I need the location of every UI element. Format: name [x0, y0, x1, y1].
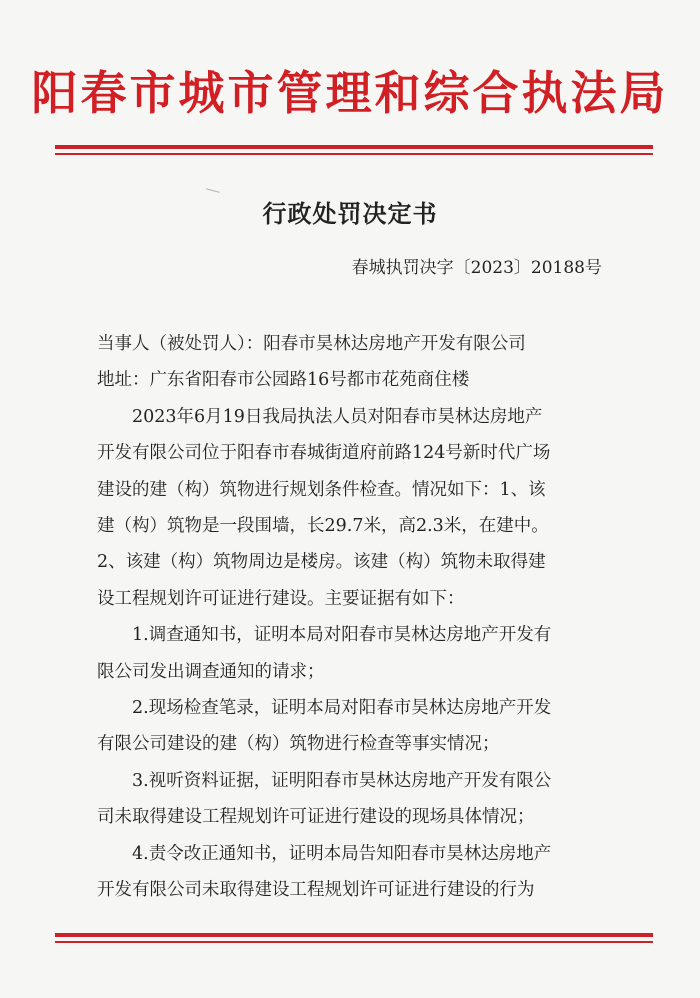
letterhead-rule-thick — [55, 145, 653, 149]
evidence-item-4-line1: 4.责令改正通知书，证明本局告知阳春市昊林达房地产 — [132, 843, 552, 864]
facts-line: 建设的建（构）筑物进行规划条件检查。情况如下：1、该 — [97, 479, 546, 500]
evidence-item-3-line2: 司未取得建设工程规划许可证进行建设的现场具体情况； — [97, 807, 535, 828]
footer-rule-thick — [55, 933, 653, 937]
document-title: 行政处罚决定书 — [262, 199, 438, 228]
facts-line: 建（构）筑物是一段围墙，长29.7米，高2.3米，在建中。 — [97, 516, 549, 537]
letterhead-org-name: 阳春市城市管理和综合执法局 — [31, 66, 669, 120]
facts-line: 2023年6月19日我局执法人员对阳春市昊林达房地产 — [132, 406, 543, 427]
document-body — [97, 326, 607, 909]
evidence-item-3-line1: 3.视听资料证据，证明阳春市昊林达房地产开发有限公 — [132, 770, 552, 791]
evidence-item-1-line2: 限公司发出调查通知的请求； — [97, 661, 325, 682]
evidence-item-2-line2: 有限公司建设的建（构）筑物进行检查等事实情况； — [97, 734, 500, 755]
letterhead-rule-thin — [55, 153, 653, 155]
document-number: 春城执罚决字〔2023〕20188号 — [351, 258, 602, 278]
evidence-item-1-line1: 1.调查通知书，证明本局对阳春市昊林达房地产开发有 — [132, 625, 552, 646]
address-line: 地址：广东省阳春市公园路16号都市花苑商住楼 — [97, 370, 470, 391]
evidence-item-4-line2: 开发有限公司未取得建设工程规划许可证进行建设的行为 — [97, 880, 535, 901]
party-line: 当事人（被处罚人）：阳春市昊林达房地产开发有限公司 — [97, 334, 526, 354]
facts-line: 2、该建（构）筑物周边是楼房。该建（构）筑物未取得建 — [97, 552, 546, 573]
footer-rule-thin — [55, 941, 653, 943]
facts-line: 开发有限公司位于阳春市春城街道府前路124号新时代广场 — [97, 443, 551, 464]
facts-line: 设工程规划许可证进行建设。主要证据有如下： — [97, 588, 465, 609]
evidence-item-2-line1: 2.现场检查笔录，证明本局对阳春市昊林达房地产开发 — [132, 698, 552, 719]
